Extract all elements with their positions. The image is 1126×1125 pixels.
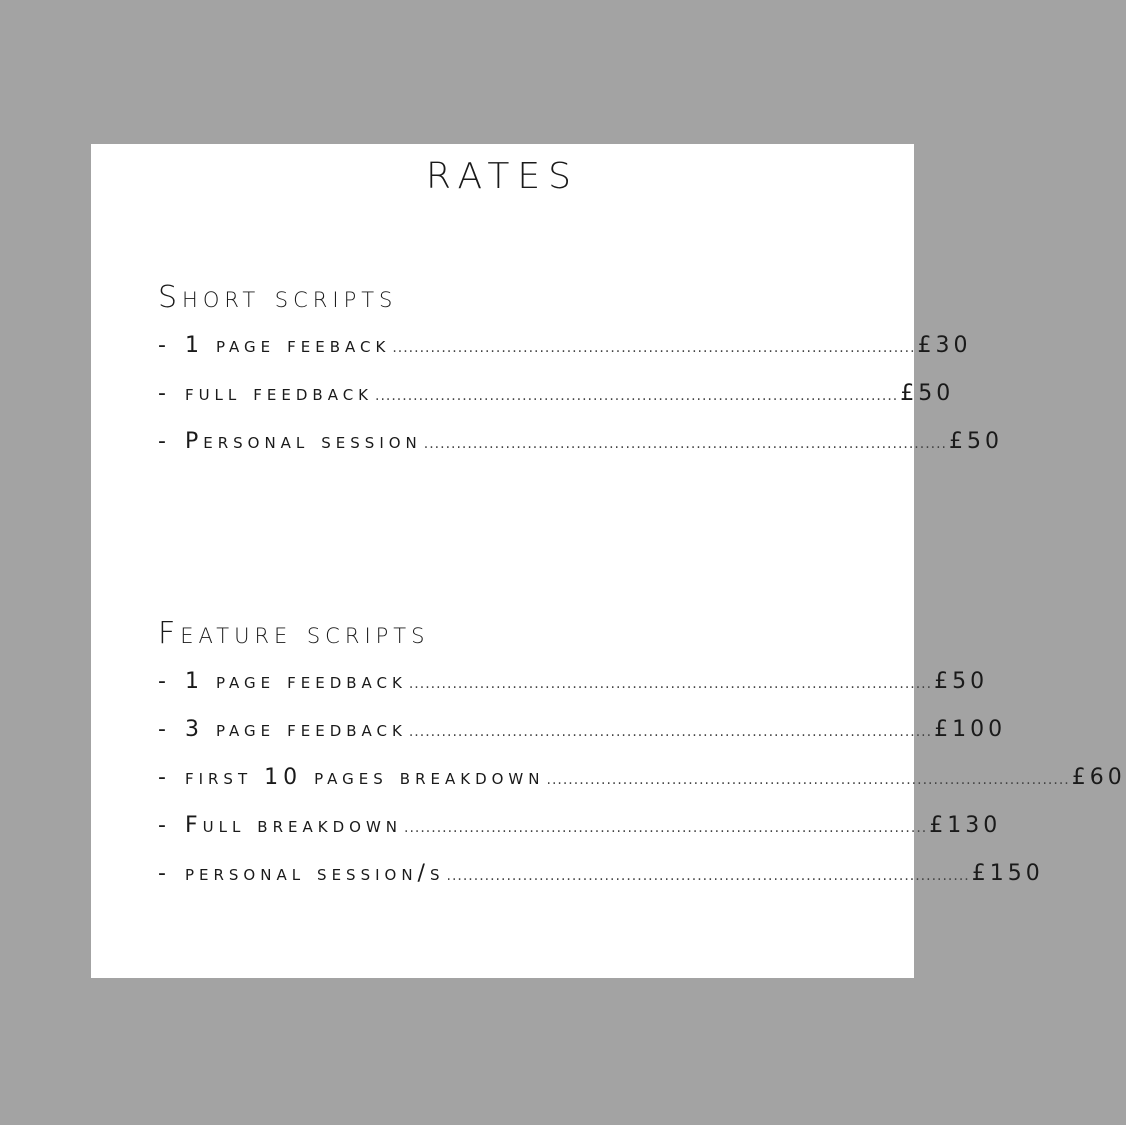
bullet-dash: - <box>158 765 171 790</box>
bullet-dash: - <box>158 669 171 694</box>
feature-scripts-section <box>158 614 1126 898</box>
bullet-dash: - <box>158 717 171 742</box>
rate-price: £130 <box>929 813 1002 838</box>
rate-price: £30 <box>917 333 972 358</box>
section-heading-feature-scripts: Feature scripts <box>158 616 430 651</box>
rate-row <box>158 850 1044 898</box>
bullet-dash: - <box>158 333 171 358</box>
rate-label: Full breakdown <box>184 813 402 838</box>
section-heading-short-scripts: Short scripts <box>158 280 398 315</box>
rate-row <box>158 658 989 706</box>
dot-leader: ................................................................................................ <box>546 772 1070 788</box>
rate-label: 1 page feeback <box>184 333 391 358</box>
dot-leader: ................................................................................................ <box>392 340 916 356</box>
bullet-dash: - <box>158 381 171 406</box>
bullet-dash: - <box>158 429 171 454</box>
rate-price: £60 <box>1071 765 1126 790</box>
dot-leader: ................................................................................................ <box>446 868 970 884</box>
rate-label: full feedback <box>184 381 373 406</box>
rate-row <box>158 322 972 370</box>
dot-leader: ................................................................................................ <box>375 388 899 404</box>
dot-leader: ................................................................................................ <box>423 436 947 452</box>
bullet-dash: - <box>158 813 171 838</box>
rate-label: Personal session <box>184 429 422 454</box>
rate-row <box>158 802 1002 850</box>
bullet-dash: - <box>158 861 171 886</box>
rate-row <box>158 706 1007 754</box>
dot-leader: ................................................................................................ <box>408 676 933 692</box>
page-title: RATES <box>426 156 579 197</box>
rate-price: £100 <box>934 717 1007 742</box>
dot-leader: ................................................................................................ <box>408 724 933 740</box>
rate-price: £50 <box>900 381 955 406</box>
rate-label: 1 page feedback <box>184 669 407 694</box>
rate-row <box>158 754 1126 802</box>
rate-label: 3 page feedback <box>184 717 407 742</box>
short-scripts-section <box>158 278 1003 466</box>
rate-label: personal session/s <box>184 861 445 886</box>
rate-price: £50 <box>934 669 989 694</box>
rate-row <box>158 370 955 418</box>
rate-price: £50 <box>949 429 1003 454</box>
rates-card <box>91 144 1126 978</box>
rate-row <box>158 418 1003 466</box>
rate-label: first 10 pages breakdown <box>184 765 545 790</box>
rate-price: £150 <box>971 861 1044 886</box>
dot-leader: ................................................................................................ <box>404 820 928 836</box>
